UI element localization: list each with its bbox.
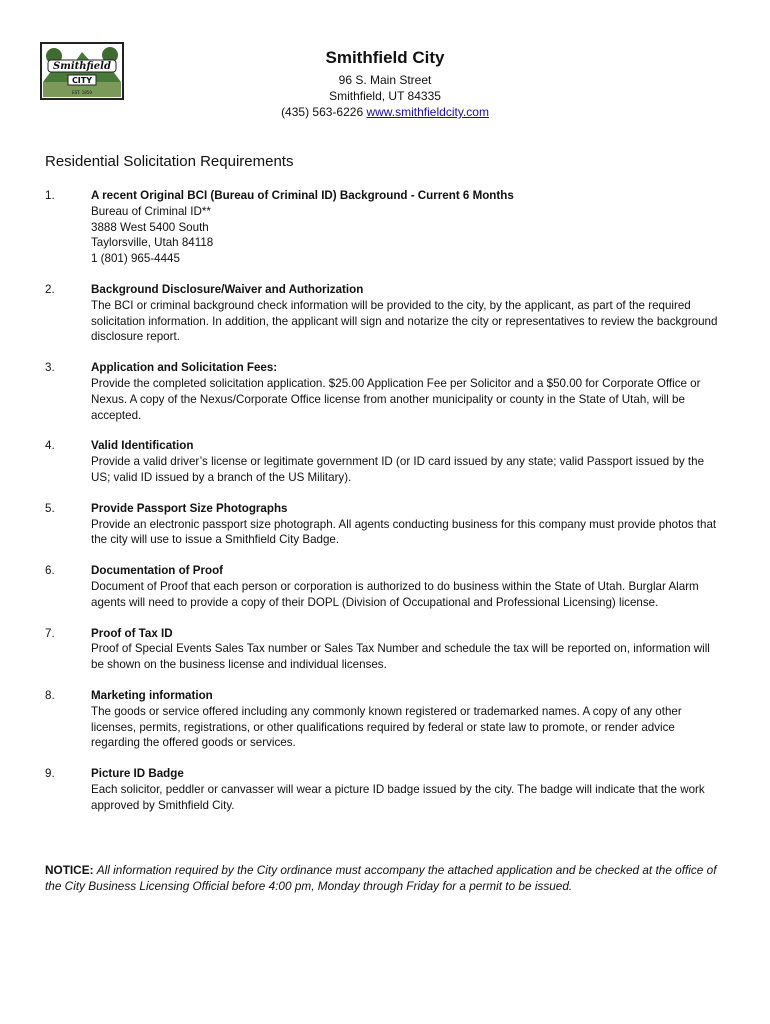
list-item — [45, 188, 725, 267]
item-text: The goods or service offered including any commonly known registered or trademarked names. A copy of any other licenses, permits, registrations, or other qualifications required by federal or state law to promote, or render advice regarding the offered goods or services. — [91, 704, 682, 750]
list-item — [45, 438, 725, 485]
item-heading: A recent Original BCI (Bureau of Criminal ID) Background - Current 6 Months — [91, 189, 514, 202]
item-heading: Marketing information — [91, 688, 213, 702]
logo-est: EST. 1859 — [72, 90, 92, 95]
item-text: Bureau of Criminal ID** — [91, 204, 211, 218]
letterhead — [230, 48, 540, 120]
item-heading: Provide Passport Size Photographs — [91, 501, 288, 515]
logo-title: Smithfield — [53, 61, 111, 72]
logo-subtitle: CITY — [71, 76, 93, 85]
notice-label: NOTICE: — [45, 863, 94, 877]
item-text: 1 (801) 965-4445 — [91, 252, 180, 266]
list-item — [45, 688, 725, 751]
address-line-1: 96 S. Main Street — [338, 73, 432, 87]
item-text: The BCI or criminal background check information will be provided to the city, by the applicant, as part of the required solicitation information. In addition, the applicant will sign and notarize the city or representatives to review the background disclosure report. — [91, 298, 718, 344]
item-number: 2. — [45, 282, 55, 296]
item-number: 6. — [45, 564, 55, 578]
list-item — [45, 766, 725, 813]
item-heading: Application and Solicitation Fees: — [91, 361, 278, 375]
item-text: Provide an electronic passport size photograph. All agents conducting business for this company must provide photos that the city will use to issue a Smithfield City Badge. — [91, 517, 717, 547]
notice-paragraph — [45, 862, 725, 894]
item-number: 4. — [45, 439, 55, 453]
item-heading: Documentation of Proof — [91, 564, 224, 578]
item-heading: Proof of Tax ID — [91, 626, 173, 640]
item-number: 8. — [45, 688, 55, 702]
item-text: Provide the completed solicitation application. $25.00 Application Fee per Solicitor and a $50.00 for Corporate Office or Nexus. A copy of the Nexus/Corporate Office license from another municipality or county in the State of Utah, will be accepted. — [91, 376, 701, 422]
section-title: Residential Solicitation Requirements — [45, 153, 294, 170]
list-item — [45, 563, 725, 610]
phone-number: (435) 563-6226 — [281, 105, 364, 119]
list-item — [45, 501, 725, 548]
item-text: Document of Proof that each person or corporation is authorized to do business within the State of Utah. Burglar Alarm agents will need to provide a copy of their DOPL (Division of Occupational and Professional Licensing) license. — [91, 579, 699, 609]
item-number: 5. — [45, 501, 55, 515]
item-text: Provide a valid driver’s license or legitimate government ID (or ID card issued by any state; valid Passport issued by the US; valid ID issued by a branch of the US Military). — [91, 455, 705, 484]
item-number: 7. — [45, 626, 55, 640]
list-item — [45, 282, 725, 345]
item-heading: Valid Identification — [91, 439, 194, 453]
list-item — [45, 626, 725, 673]
item-text: Each solicitor, peddler or canvasser will wear a picture ID badge issued by the city. The badge will indicate that the work approved by Smithfield City. — [91, 782, 705, 812]
smithfield-city-logo — [40, 42, 124, 100]
item-text: Proof of Special Events Sales Tax number or Sales Tax Number and schedule the tax will be reported on, information will be shown on the business license and individual licenses. — [91, 642, 710, 672]
item-text: Taylorsville, Utah 84118 — [91, 236, 214, 250]
item-number: 1. — [45, 189, 55, 202]
item-text: 3888 West 5400 South — [91, 220, 209, 234]
address-line-2: Smithfield, UT 84335 — [329, 89, 441, 103]
website-link[interactable]: www.smithfieldcity.com — [366, 105, 489, 119]
item-heading: Background Disclosure/Waiver and Authorization — [91, 282, 364, 296]
item-number: 3. — [45, 361, 55, 375]
org-name: Smithfield City — [325, 48, 445, 67]
contact-line — [230, 104, 540, 120]
item-heading: Picture ID Badge — [91, 767, 184, 781]
requirements-list — [45, 188, 725, 829]
item-number: 9. — [45, 767, 55, 781]
notice-text: All information required by the City ordinance must accompany the attached application and be checked at the office of the City Business Licensing Official before 4:00 pm, Monday through Friday for a permit to be issued. — [45, 863, 717, 893]
list-item — [45, 360, 725, 423]
